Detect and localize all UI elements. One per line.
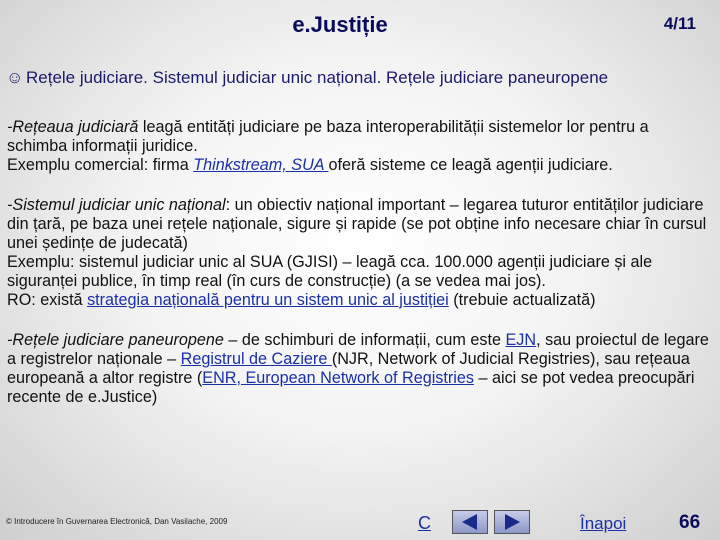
slide-body <box>7 118 713 428</box>
para-text: (trebuie actualizată) <box>448 291 596 309</box>
previous-button[interactable] <box>452 510 488 534</box>
page-counter: 4/11 <box>663 14 696 33</box>
para-text: (NJR, Network of Judicial Registries), sau rețeaua europeană a altor registre ( <box>7 350 690 387</box>
criminal-records-link[interactable]: Registrul de Caziere <box>180 350 332 368</box>
triangle-left-icon <box>453 511 487 533</box>
enr-link[interactable]: ENR, European Network of Registries <box>202 369 474 387</box>
ejn-link[interactable]: EJN <box>505 331 537 349</box>
paragraph-national-system <box>7 196 713 310</box>
contents-link[interactable]: C <box>418 513 431 533</box>
back-link[interactable]: Înapoi <box>580 514 627 533</box>
para-text: oferă sisteme ce leagă agenții judiciare. <box>328 156 613 174</box>
copyright-credit: © Introducere în Guvernarea Electronică, Dan Vasilache, 2009 <box>6 517 228 526</box>
para-text: leagă entități judiciare pe baza interoperabilității sistemelor lor pentru a schimba informații juridice. <box>7 118 649 155</box>
para-text: – de schimburi de informații, cum este <box>223 331 506 349</box>
slide-subtitle <box>6 68 716 88</box>
para-text: : un obiectiv național important – legarea tuturor entităților judiciare din țară, pe baza unei rețele naționale, sigure și rapide (se pot obține info necesare chiar în cursul unei ședințe de judecată) <box>7 196 707 252</box>
para-text: Exemplu: sistemul judiciar unic al SUA (GJISI) – leagă cca. 100.000 agenții judiciare și ale siguranței publice, în timp real (în curs de construcție) (a se vedea mai jos). <box>7 253 653 290</box>
term-judicial-network: -Rețeaua judiciară <box>7 118 139 136</box>
term-paneuropean: -Rețele judiciare paneuropene <box>7 331 224 349</box>
para-text: RO: există <box>7 291 88 309</box>
para-text: – aici se pot vedea preocupări recente de e.Justice) <box>7 369 695 406</box>
smiley-icon: ☺ <box>6 68 24 87</box>
slide-title: e.Justiție <box>292 12 388 37</box>
para-text: Exemplu comercial: firma <box>7 156 194 174</box>
paragraph-judicial-network <box>7 118 713 175</box>
triangle-right-icon <box>495 511 529 533</box>
term-national-system: -Sistemul judiciar unic național <box>7 196 226 214</box>
subtitle-text: Rețele judiciare. Sistemul judiciar unic național. Rețele judiciare paneuropene <box>26 68 609 87</box>
next-button[interactable] <box>494 510 530 534</box>
para-text: , sau proiectul de legare a registrelor naționale – <box>7 331 709 368</box>
slide-number: 66 <box>679 512 701 533</box>
paragraph-paneuropean <box>7 331 713 407</box>
thinkstream-link[interactable]: Thinkstream, SUA <box>193 156 329 174</box>
national-strategy-link[interactable]: strategia națională pentru un sistem unic al justiției <box>87 291 449 309</box>
